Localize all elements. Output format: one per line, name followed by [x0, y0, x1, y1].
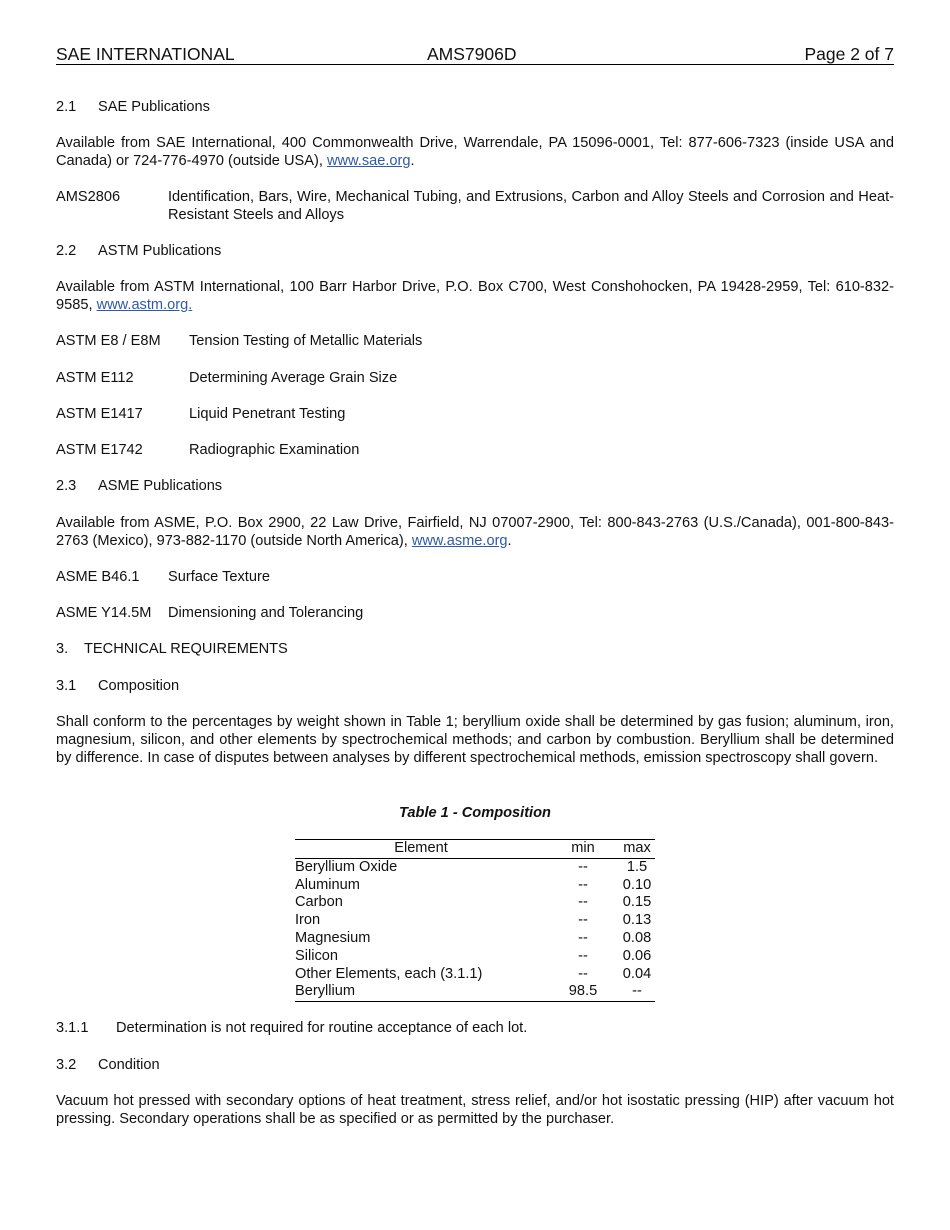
heading-title: TECHNICAL REQUIREMENTS: [84, 641, 288, 657]
heading-3-2: [56, 1057, 894, 1075]
cell-min: --: [578, 858, 588, 875]
availability-end: .: [507, 532, 512, 549]
table-row: [295, 930, 655, 948]
reference-code: ASME B46.1: [56, 569, 140, 585]
heading-title: ASME Publications: [98, 478, 223, 494]
cell-element: Beryllium: [295, 983, 356, 1000]
paragraph-3-1-1: [56, 1020, 894, 1038]
cell-max: 0.15: [622, 894, 652, 911]
cell-element: Aluminum: [295, 876, 360, 893]
reference-astm-e112: [56, 370, 894, 388]
cell-max: 0.04: [622, 965, 652, 982]
table-row: [295, 858, 655, 876]
heading-title: SAE Publications: [98, 99, 210, 115]
heading-3: [56, 641, 894, 659]
heading-title: ASTM Publications: [98, 243, 222, 259]
paragraph-number: 3.1.1: [56, 1020, 89, 1036]
cell-min: 98.5: [568, 983, 598, 1000]
reference-code: ASTM E112: [56, 370, 134, 386]
heading-title: Composition: [98, 678, 180, 694]
cell-element: Other Elements, each (3.1.1): [295, 965, 483, 982]
cell-max: 0.10: [622, 876, 652, 893]
cell-max: --: [632, 983, 642, 1000]
heading-number: 3.2: [56, 1057, 77, 1073]
table-row: [295, 948, 655, 966]
reference-description: Radiographic Examination: [189, 442, 360, 458]
reference-asme-b46: [56, 569, 894, 587]
cell-max: 0.06: [622, 947, 652, 964]
cell-element: Magnesium: [295, 929, 371, 946]
cell-element: Carbon: [295, 894, 343, 911]
reference-description: Surface Texture: [168, 569, 270, 585]
table-row: [295, 912, 655, 930]
reference-code: AMS2806: [56, 189, 121, 205]
cell-element: Silicon: [295, 947, 338, 964]
reference-code: ASTM E8 / E8M: [56, 333, 161, 349]
heading-number: 3.: [56, 641, 69, 657]
cell-min: --: [578, 912, 588, 929]
cell-min: --: [578, 876, 588, 893]
asme-link[interactable]: www.asme.org: [411, 532, 508, 549]
heading-number: 2.3: [56, 478, 77, 494]
column-header-element: Element: [295, 840, 547, 859]
column-header-min: min: [547, 840, 619, 859]
reference-code: ASTM E1742: [56, 442, 143, 458]
cell-element: Beryllium Oxide: [295, 858, 398, 875]
reference-code: ASTM E1417: [56, 406, 143, 422]
heading-number: 2.2: [56, 243, 77, 259]
cell-max: 0.13: [622, 912, 652, 929]
heading-3-1: [56, 678, 894, 696]
astm-availability-paragraph: [56, 279, 894, 315]
table-row: [295, 877, 655, 895]
availability-text: Available from ASTM International, 100 Barr Harbor Drive, P.O. Box C700, West Conshohocken, PA 19428-2959, Tel: 610-832-9585,: [56, 279, 894, 313]
heading-2-1: [56, 99, 894, 117]
cell-min: --: [578, 929, 588, 946]
reference-code: ASME Y14.5M: [56, 605, 152, 621]
header-page-number: Page 2 of 7: [804, 44, 894, 64]
reference-asme-y14: [56, 605, 894, 623]
sae-availability-paragraph: [56, 135, 894, 171]
sae-link[interactable]: www.sae.org: [326, 152, 411, 169]
header-publisher: SAE INTERNATIONAL: [56, 44, 235, 64]
heading-number: 2.1: [56, 99, 77, 115]
cell-min: --: [578, 894, 588, 911]
availability-end: .: [410, 152, 415, 169]
heading-2-2: [56, 243, 894, 261]
reference-astm-e8: [56, 333, 894, 351]
cell-min: --: [578, 947, 588, 964]
availability-text: Available from ASME, P.O. Box 2900, 22 Law Drive, Fairfield, NJ 07007-2900, Tel: 800-843-2763 (U.S./Canada), 001-800-843-2763 (Mexico), 973-882-1170 (outside North America),: [56, 515, 894, 549]
availability-text: Available from SAE International, 400 Commonwealth Drive, Warrendale, PA 15096-0001, Tel: 877-606-7323 (inside USA and Canada) or 724-776-4970 (outside USA),: [56, 135, 894, 169]
condition-paragraph: Vacuum hot pressed with secondary options of heat treatment, stress relief, and/or hot isostatic pressing (HIP) after vacuum hot pressing. Secondary operations shall be as specified or as permitted by the purchaser.: [56, 1093, 894, 1127]
reference-description: Tension Testing of Metallic Materials: [189, 333, 423, 349]
page-header: [56, 44, 894, 65]
paragraph-text: Determination is not required for routine acceptance of each lot.: [116, 1020, 528, 1036]
reference-description: Determining Average Grain Size: [189, 370, 398, 386]
table-row: [295, 894, 655, 912]
cell-min: --: [578, 965, 588, 982]
reference-astm-e1742: [56, 442, 894, 460]
cell-max: 0.08: [622, 929, 652, 946]
table-row: [295, 966, 655, 984]
asme-availability-paragraph: [56, 515, 894, 551]
composition-paragraph: Shall conform to the percentages by weight shown in Table 1; beryllium oxide shall be determined by gas fusion; aluminum, iron, magnesium, silicon, and other elements by spectrochemical methods; and carbon by combustion. Beryllium shall be determined by difference. In case of disputes between analyses by different spectrochemical methods, emission spectroscopy shall govern.: [56, 714, 894, 766]
astm-link[interactable]: www.astm.org.: [96, 296, 193, 313]
table-header-row: [295, 840, 655, 859]
composition-table: [295, 839, 655, 1002]
heading-title: Condition: [98, 1057, 160, 1073]
table-row: [295, 983, 655, 1001]
heading-number: 3.1: [56, 678, 77, 694]
heading-2-3: [56, 478, 894, 496]
header-doc-number: AMS7906D: [427, 44, 517, 64]
reference-astm-e1417: [56, 406, 894, 424]
reference-description: Dimensioning and Tolerancing: [168, 605, 364, 621]
reference-ams2806: [56, 189, 894, 225]
reference-description: Identification, Bars, Wire, Mechanical Tubing, and Extrusions, Carbon and Alloy Steels and Corrosion and Heat-Resistant Steels and Alloys: [168, 189, 894, 223]
cell-element: Iron: [295, 912, 321, 929]
reference-description: Liquid Penetrant Testing: [189, 406, 346, 422]
cell-max: 1.5: [626, 858, 648, 875]
table-caption: Table 1 - Composition: [399, 805, 551, 821]
column-header-max: max: [619, 840, 655, 859]
